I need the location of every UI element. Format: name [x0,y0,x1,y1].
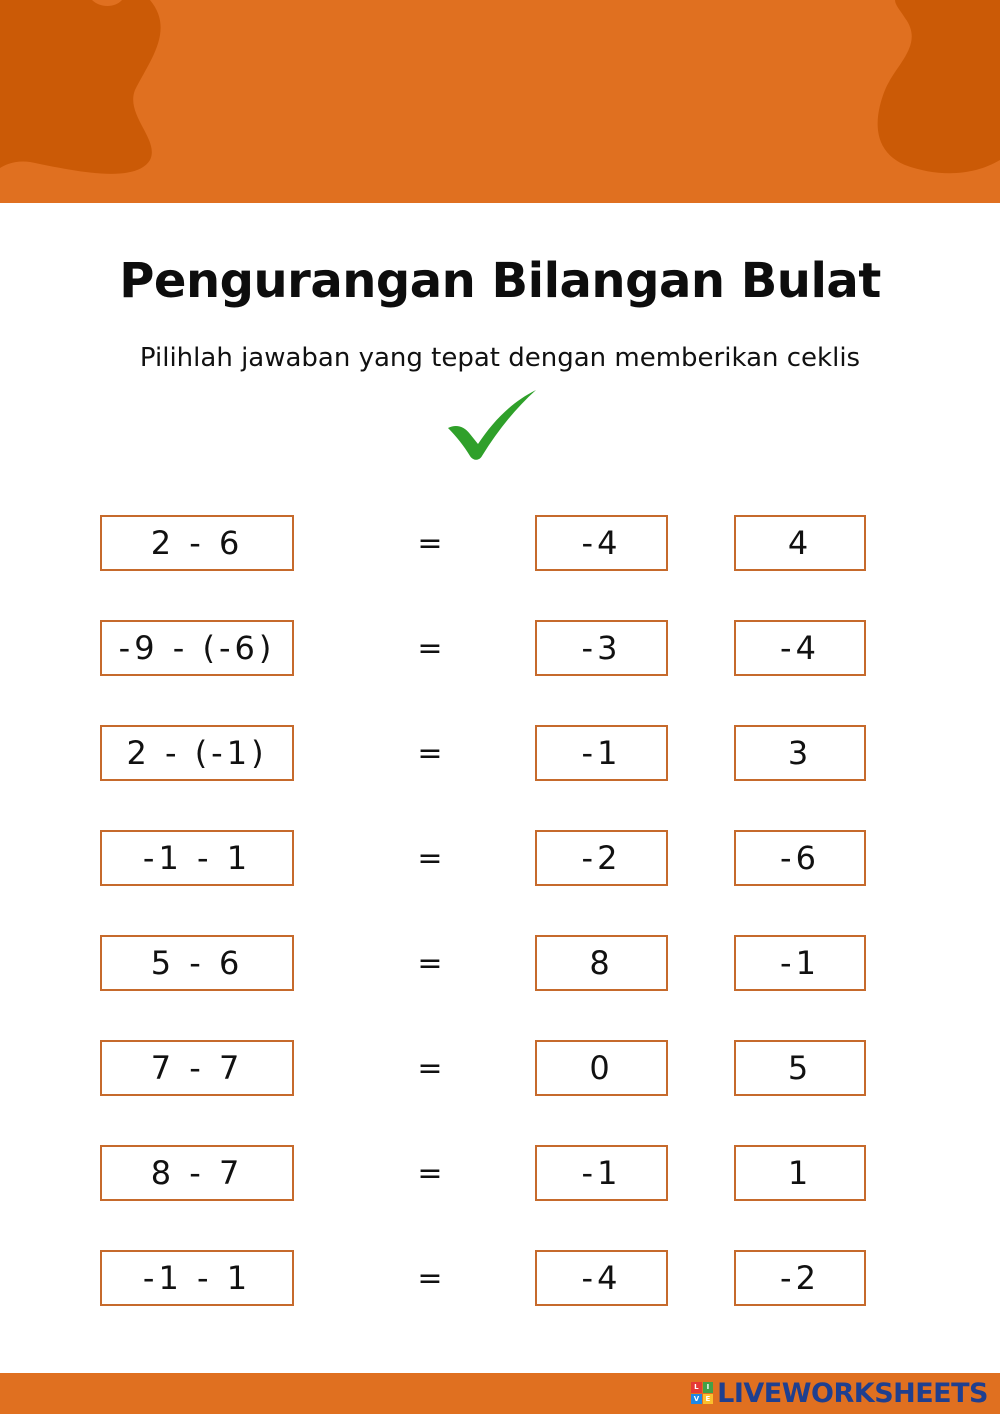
question-row [0,1145,1000,1207]
question-row [0,830,1000,892]
answer-option-1[interactable]: 0 [535,1040,668,1096]
expression-box: 5 - 6 [100,935,294,991]
answer-option-2[interactable]: -2 [734,1250,866,1306]
answer-option-2[interactable]: 4 [734,515,866,571]
answer-option-1[interactable]: 8 [535,935,668,991]
question-row [0,725,1000,787]
header-banner [0,0,1000,203]
question-row [0,1250,1000,1312]
answer-option-1[interactable]: -3 [535,620,668,676]
equals-sign: = [417,1050,443,1086]
equals-sign: = [417,735,443,771]
equals-sign: = [417,945,443,981]
expression-box: 2 - (-1) [100,725,294,781]
liveworksheets-brand [691,1376,988,1410]
answer-option-1[interactable]: -1 [535,1145,668,1201]
equals-sign: = [417,1155,443,1191]
expression-box: 2 - 6 [100,515,294,571]
instruction-text: Pilihlah jawaban yang tepat dengan memberikan ceklis [139,343,861,373]
logo-letter: I [703,1382,714,1393]
expression-box: -9 - (-6) [100,620,294,676]
answer-option-2[interactable]: 1 [734,1145,866,1201]
equals-sign: = [417,840,443,876]
answer-option-2[interactable]: -6 [734,830,866,886]
page-title: Pengurangan Bilangan Bulat [119,253,881,309]
checkmark-icon [446,390,538,462]
header-decoration [0,0,1000,203]
answer-option-2[interactable]: -4 [734,620,866,676]
logo-letter: L [691,1382,702,1393]
expression-box: 8 - 7 [100,1145,294,1201]
logo-letter: V [691,1394,702,1405]
brand-name: LIVEWORKSHEETS [717,1377,988,1409]
question-row [0,620,1000,682]
expression-box: -1 - 1 [100,1250,294,1306]
equals-sign: = [417,630,443,666]
expression-box: -1 - 1 [100,830,294,886]
expression-box: 7 - 7 [100,1040,294,1096]
answer-option-2[interactable]: -1 [734,935,866,991]
brand-logo-icon [691,1382,713,1404]
answer-option-2[interactable]: 3 [734,725,866,781]
logo-letter: E [703,1394,714,1405]
question-row [0,1040,1000,1102]
answer-option-1[interactable]: -4 [535,1250,668,1306]
answer-option-1[interactable]: -4 [535,515,668,571]
question-row [0,515,1000,577]
answer-option-1[interactable]: -2 [535,830,668,886]
equals-sign: = [417,1260,443,1296]
equals-sign: = [417,525,443,561]
answer-option-2[interactable]: 5 [734,1040,866,1096]
question-row [0,935,1000,997]
answer-option-1[interactable]: -1 [535,725,668,781]
